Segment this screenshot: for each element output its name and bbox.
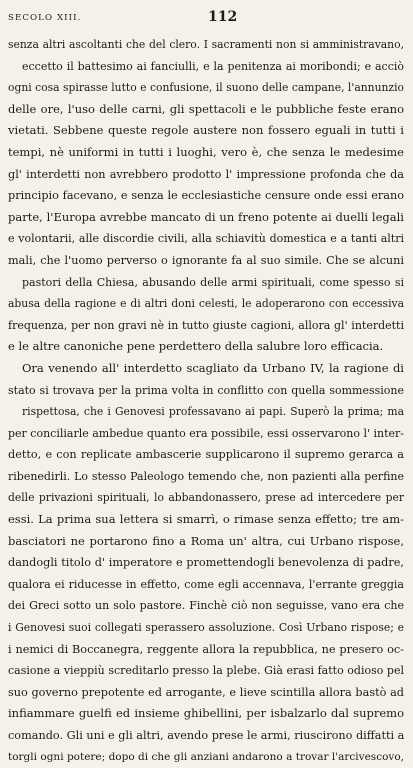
text-line: mali, che l'uomo perverso o ignorante fa al suo simile. Che se alcuni bbox=[8, 253, 404, 267]
text-line: dandogli titolo d' imperatore e promettendogli benevolenza di padre, bbox=[8, 556, 404, 570]
text-line: comando. Gli uni e gli altri, avendo prese le armi, riuscirono diffatti a bbox=[8, 729, 404, 742]
text-line: parte, l'Europa avrebbe mancato di un freno potente ai duelli legali bbox=[8, 209, 404, 224]
text-line: casione a vieppiù screditarlo presso la plebe. Già erasi fatto odioso pel bbox=[8, 664, 404, 678]
paragraph-start-line: Ora venendo all' interdetto scagliato da Urbano IV, la ragione di bbox=[22, 360, 404, 375]
text-line: suo governo prepotente ed arrogante, e lieve scintilla allora bastò ad bbox=[8, 685, 404, 699]
text-line: e le altre canoniche pene perdettero della salubre loro efficacia. bbox=[8, 339, 384, 354]
text-line: ribenedirli. Lo stesso Paleologo temendo che, non pazienti alla perfine bbox=[8, 469, 404, 483]
text-line: abusa della ragione e di altri doni celesti, le adoperarono con eccessiva bbox=[8, 297, 404, 311]
page-header bbox=[8, 9, 404, 27]
page-number: 112 bbox=[208, 9, 238, 25]
text-line: frequenza, per non gravi nè in tutto giuste cagioni, allora gl' interdetti bbox=[8, 318, 404, 332]
text-line: per conciliarle ambedue quanto era possibile, essi osservarono l' inter- bbox=[8, 426, 404, 440]
text-line: ogni cosa spirasse lutto e confusione, il suono delle campane, l'annunzio bbox=[8, 81, 404, 95]
text-line: i Genovesi suoi collegati sperassero assoluzione. Così Urbano rispose; e bbox=[8, 621, 404, 635]
text-line: principio facevano, e senza le ecclesiastiche censure onde essi erano bbox=[8, 189, 404, 203]
text-line: stato si trovava per la prima volta in conflitto con quella sommessione bbox=[8, 383, 404, 397]
text-line: delle privazioni spirituali, lo abbandonassero, prese ad intercedere per bbox=[8, 491, 404, 505]
body-text bbox=[8, 34, 404, 768]
text-line: e volontarii, alle discordie civili, alla schiavitù domestica e a tanti altri bbox=[8, 232, 404, 246]
text-line: torgli ogni potere; dopo di che gli anziani andarono a trovar l'arcivescovo, bbox=[8, 750, 404, 763]
text-line: delle ore, l'uso delle carni, gli spettacoli e le pubbliche feste erano bbox=[8, 101, 404, 116]
text-line: essi. La prima sua lettera si smarrì, o rimase senza effetto; tre am- bbox=[8, 512, 404, 527]
text-line: infiammare guelfi ed insieme ghibellini, per isbalzarlo dal supremo bbox=[8, 706, 404, 721]
text-line: i nemici di Boccanegra, reggente allora la repubblica, ne presero oc- bbox=[8, 642, 404, 656]
text-line: qualora ei riducesse in effetto, come egli accennava, l'errante greggia bbox=[8, 577, 404, 591]
text-line: tempi, nè uniformi in tutti i luoghi, vero è, che senza le medesime bbox=[8, 144, 404, 159]
text-line: eccetto il battesimo ai fanciulli, e la penitenza ai moribondi; e acciò bbox=[22, 59, 404, 73]
running-head: SECOLO XIII. bbox=[8, 13, 82, 23]
text-line: gl' interdetti non avrebbero prodotto l' impressione profonda che da bbox=[8, 167, 404, 181]
text-line: rispettosa, che i Genovesi professavano ai papi. Superò la prima; ma bbox=[22, 405, 404, 419]
text-line: dei Greci sotto un solo pastore. Finchè ciò non seguisse, vano era che bbox=[8, 599, 404, 613]
text-line: pastori della Chiesa, abusando delle armi spirituali, come spesso si bbox=[22, 275, 404, 289]
text-line: senza altri ascoltanti che del clero. I sacramenti non si amministravano, bbox=[8, 38, 404, 51]
text-line: detto, e con replicate ambascerie supplicarono il supremo gerarca a bbox=[8, 448, 404, 462]
text-line: vietati. Sebbene queste regole austere non fossero eguali in tutti i bbox=[8, 123, 404, 138]
text-line: basciatori ne portarono fino a Roma un' altra, cui Urbano rispose, bbox=[8, 533, 404, 548]
